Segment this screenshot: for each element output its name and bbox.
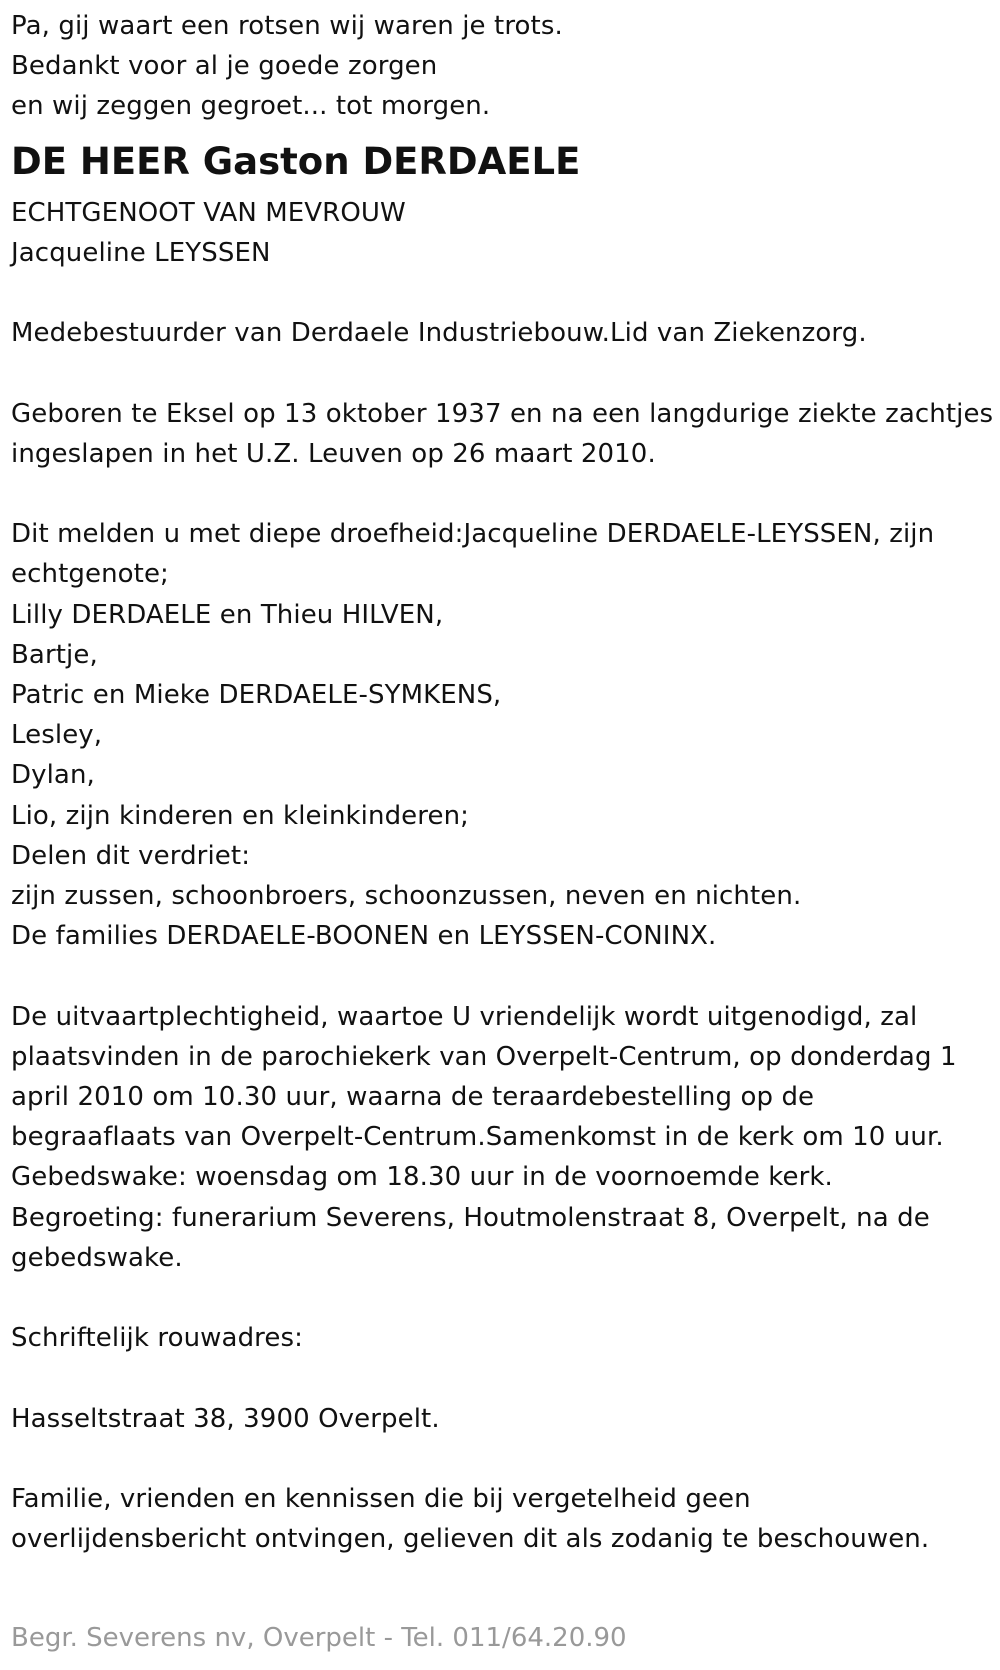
family-line: Lesley, xyxy=(11,720,103,751)
family-line: Dylan, xyxy=(11,760,95,791)
spouse-line: ECHTGENOOT VAN MEVROUW xyxy=(11,197,406,228)
spouse-block xyxy=(11,193,991,273)
occupation-text: Medebestuurder van Derdaele Industriebouw.Lid van Ziekenzorg. xyxy=(11,318,867,349)
family-line: Lilly DERDAELE en Thieu HILVEN, xyxy=(11,599,444,630)
address-label: Schriftelijk rouwadres: xyxy=(11,1323,303,1354)
ceremony-line: begraaflaats van Overpelt-Centrum.Samenkomst in de kerk om 10 uur. xyxy=(11,1122,944,1153)
deceased-name: DE HEER Gaston DERDAELE xyxy=(11,139,581,183)
obituary-document xyxy=(11,6,994,1559)
family-line: echtgenote; xyxy=(11,559,169,590)
poem-line: Bedankt voor al je goede zorgen xyxy=(11,51,438,82)
family-line: Lio, zijn kinderen en kleinkinderen; xyxy=(11,800,470,831)
ceremony-line: gebedswake. xyxy=(11,1242,183,1273)
closing-block xyxy=(11,1479,991,1559)
family-line: zijn zussen, schoonbroers, schoonzussen, neven en nichten. xyxy=(11,881,802,912)
birth-death-line: Geboren te Eksel op 13 oktober 1937 en na een langdurige ziekte zachtjes xyxy=(11,398,994,429)
family-line: Patric en Mieke DERDAELE-SYMKENS, xyxy=(11,680,502,710)
ceremony-line: april 2010 om 10.30 uur, waarna de teraardebestelling op de xyxy=(11,1082,815,1113)
closing-line: Familie, vrienden en kennissen die bij vergetelheid geen xyxy=(11,1484,751,1514)
ceremony-line: De uitvaartplechtigheid, waartoe U vriendelijk wordt uitgenodigd, zal xyxy=(11,1001,918,1032)
family-line: Delen dit verdriet: xyxy=(11,840,251,871)
family-block xyxy=(11,514,991,956)
poem-line: en wij zeggen gegroet... tot morgen. xyxy=(11,91,491,122)
address-text: Hasseltstraat 38, 3900 Overpelt. xyxy=(11,1403,440,1434)
spouse-name: Jacqueline LEYSSEN xyxy=(11,237,271,268)
family-line: De families DERDAELE-BOONEN en LEYSSEN-CONINX. xyxy=(11,921,717,952)
ceremony-line: Gebedswake: woensdag om 18.30 uur in de voornoemde kerk. xyxy=(11,1162,833,1193)
family-line: Bartje, xyxy=(11,639,98,670)
ceremony-line: plaatsvinden in de parochiekerk van Overpelt-Centrum, op donderdag 1 xyxy=(11,1041,957,1072)
birth-death-block xyxy=(11,394,994,474)
family-line: Dit melden u met diepe droefheid:Jacqueline DERDAELE-LEYSSEN, zijn xyxy=(11,519,935,550)
ceremony-block xyxy=(11,997,991,1278)
funeral-home-footer: Begr. Severens nv, Overpelt - Tel. 011/64.20.90 xyxy=(11,1623,627,1653)
birth-death-line: ingeslapen in het U.Z. Leuven op 26 maart 2010. xyxy=(11,438,656,469)
poem-block xyxy=(11,6,991,127)
poem-line: Pa, gij waart een rotsen wij waren je trots. xyxy=(11,11,563,41)
closing-line: overlijdensbericht ontvingen, gelieven dit als zodanig te beschouwen. xyxy=(11,1524,930,1555)
ceremony-line: Begroeting: funerarium Severens, Houtmolenstraat 8, Overpelt, na de xyxy=(11,1202,930,1233)
